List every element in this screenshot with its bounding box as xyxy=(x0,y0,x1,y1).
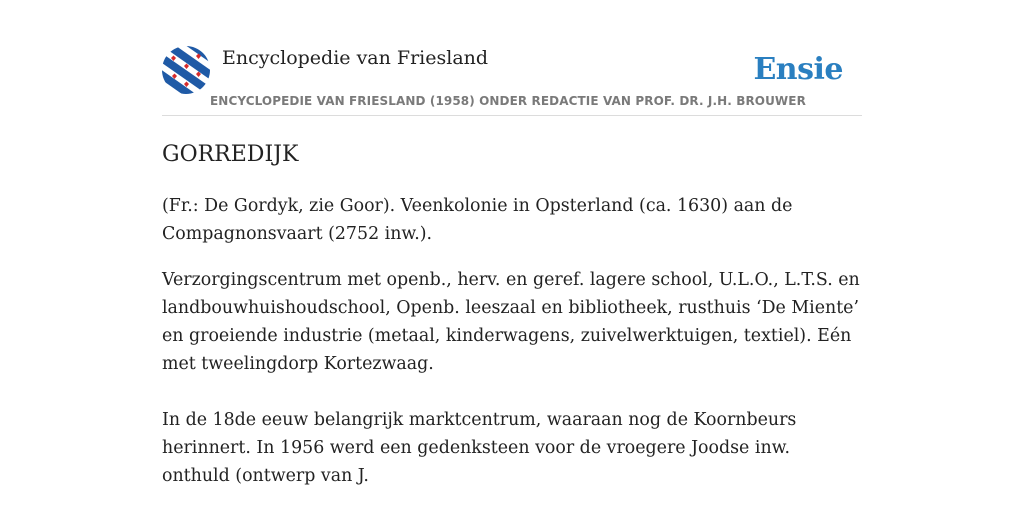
site-subtitle: ENCYCLOPEDIE VAN FRIESLAND (1958) ONDER REDACTIE VAN PROF. DR. J.H. BROUWER xyxy=(210,94,806,108)
brand-logo[interactable]: Ensie xyxy=(753,52,843,87)
entry-paragraph: In de 18de eeuw belangrijk marktcentrum, waaraan nog de Koornbeurs herinnert. In 1956 werd een gedenksteen voor de vroegere Joodse inw. onthuld (ontwerp van J. xyxy=(162,410,797,486)
site-title[interactable]: Encyclopedie van Friesland xyxy=(222,47,489,69)
entry-body xyxy=(162,192,862,508)
entry-title: GORREDIJK xyxy=(162,142,299,167)
entry-paragraph: (Fr.: De Gordyk, zie Goor). Veenkolonie in Opsterland (ca. 1630) aan de Compagnonsvaart (2752 inw.). xyxy=(162,196,793,244)
frisian-flag-icon[interactable] xyxy=(162,46,210,94)
header-divider xyxy=(162,115,862,116)
entry-paragraph: Verzorgingscentrum met openb., herv. en geref. lagere school, U.L.O., L.T.S. en landbouwhuishoudschool, Openb. leeszaal en bibliotheek, rusthuis ‘De Miente’ en groeiende industrie (metaal, kinderwagens, zuivelwerktuigen, textiel). Eén met tweelingdorp Kortezwaag. xyxy=(162,270,860,374)
